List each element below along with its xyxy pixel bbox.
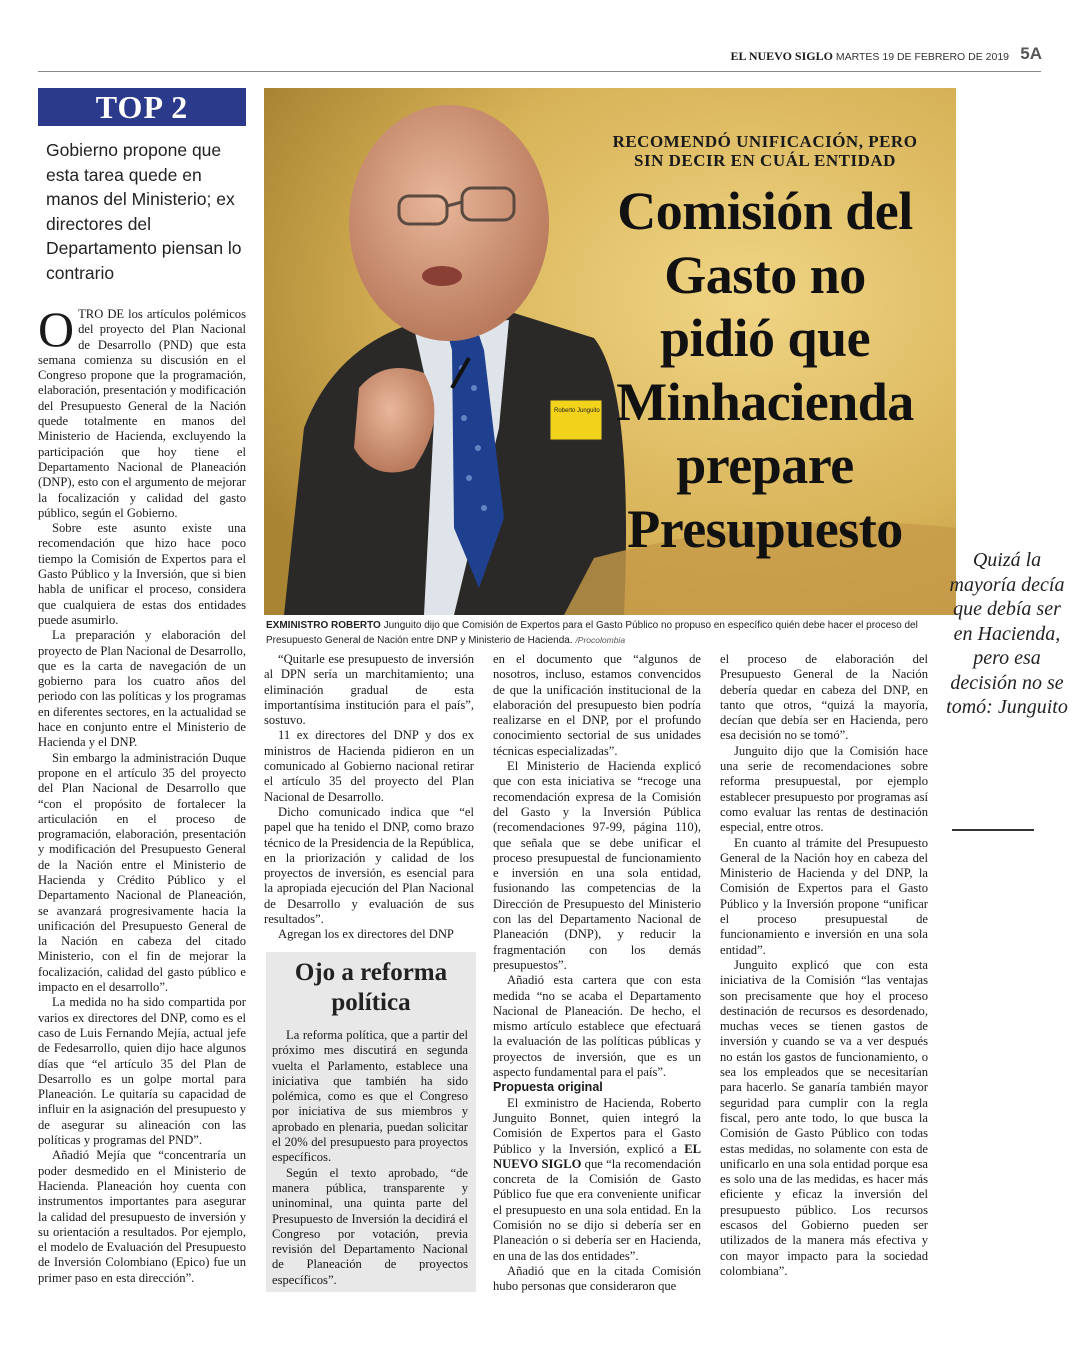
masthead [730, 49, 1009, 64]
column-1 [38, 301, 246, 1286]
paragraph: Añadió Mejía que “concentraría un poder desmedido en el Ministerio de Hacienda. Planeación hoy cuenta con instrumentos importantes para asegurar la calidad del presupuesto de inversión y su orientación a resultados. Por ejemplo, el modelo de Evaluación del Presupuesto de Inversión Colombiano (Epico) fue un primer paso en esta dirección”. [38, 1148, 246, 1285]
column-4 [720, 652, 928, 1279]
paragraph: Dicho comunicado indica que “el papel que ha tenido el DNP, como brazo técnico de la Presidencia de la República, en la priorización y calidad de los proyectos de inversión, es esencial para la apropiada ejecución del Plan Nacional de Desarrollo y evaluación de sus resultados”. [264, 804, 474, 927]
lead-paragraph: OTRO DE los artículos polémicos del proyecto del Plan Nacional de Desarrollo (PND) que esta semana comienza su discusión en el Congreso propone que la programación, elaboración, presentación y modificación del Presupuesto General de la Nación quede totalmente en manos del Ministerio de Hacienda, excluyendo la participación que hoy tiene el Departamento Nacional de Planeación (DNP), esto con el argumento de mejorar la focalización y calidad del gasto público, según el Gobierno. [38, 301, 246, 520]
photo-caption [266, 619, 942, 648]
sidebar-body [272, 1028, 468, 1288]
headline: Comisión del Gasto no pidió que Minhacienda prepare Presupuesto [616, 181, 914, 559]
paragraph: “Quitarle ese presupuesto de inversión al DPN sería un marchitamiento; una eliminación gradual de esta importantísima institución para el país”, sostuvo. [264, 652, 474, 728]
paragraph: 11 ex directores del DNP y dos ex ministros de Hacienda pidieron en un comunicado al Gobierno nacional retirar el artículo 35 del proyecto del Plan Nacional de Desarrollo. [264, 728, 474, 804]
photo-credit: /Procolombia [575, 635, 626, 645]
pull-quote-rule [952, 829, 1034, 831]
issue-date: MARTES 19 DE FEBRERO DE 2019 [835, 51, 1009, 63]
paragraph: en el documento que “algunos de nosotros, incluso, estamos convencidos de que la unificación institucional de la elaboración del presupuesto bien podría realizarse en el DNP, por el profundo conocimiento sectorial de sus unidades técnicas especializadas”. [493, 652, 701, 758]
paragraph: Sobre este asunto existe una recomendación que hizo hace poco tiempo la Comisión de Expertos para el Gasto Público y la Inversión, que si bien habla de unificar el proceso, considera que cualquiera de estas dos entidades puede asumirlo. [38, 521, 246, 627]
paragraph: el proceso de elaboración del Presupuesto General de la Nación debería quedar en cabeza del DNP, en tanto que otros, “quizá la mayoría, decían que debía ser en Hacienda, pero esa decisión no se tomó”. [720, 652, 928, 743]
paragraph: Añadió esta cartera que con esta medida “no se acaba el Departamento Nacional de Planeación. De hecho, el mismo artículo establece que efectuará la evaluación de las políticas públicas y proyectos de inversión, que es un aspecto fundamental para el país”. [493, 973, 701, 1080]
paragraph: En cuanto al trámite del Presupuesto General de la Nación hoy en cabeza del Ministerio de Hacienda y del DNP, la Comisión de Expertos para el Gasto Público y la Inversión propone “unificar el proceso presupuestal de funcionamiento e inversión en una sola entidad”. [720, 835, 928, 957]
paragraph: La medida no ha sido compartida por varios ex directores del DNP, como es el caso de Luis Fernando Mejía, actual jefe de Fedesarrollo, quien dijo hace algunos días que “el artículo 35 del Plan de Desarrollo es un golpe mortal para Planeación. Le quitaría su capacidad de influir en la asignación del presupuesto y de asegurar su alineación con las políticas y programas del PND”. [38, 995, 246, 1148]
section-badge: TOP 2 [38, 88, 246, 126]
paragraph: Añadió que en la citada Comisión hubo personas que consideraron que [493, 1263, 701, 1294]
paragraph: La reforma política, que a partir del próximo mes discutirá en segunda vuelta el Parlamento, establece una iniciativa que también ha sido polémica, como es que el Congreso por iniciativa de sus miembros y aprobado en plenaria, puedan solicitar el 20% del presupuesto para proyectos específicos. [272, 1028, 468, 1165]
paragraph: La preparación y elaboración del proyecto de Plan Nacional de Desarrollo, que es la carta de navegación de un gobierno para los cuatro años del periodo con las políticas y los programas en diferentes sectores, en la actualidad se hace en conjunto entre el Ministerio de Hacienda y el DNP. [38, 628, 246, 750]
header-rule [38, 71, 1041, 72]
paragraph: Junguito dijo que la Comisión hace una serie de recomendaciones sobre reforma presupuestal, por ejemplo establecer presupuesto por programas así como evaluar las rentas de destinación especial, entre otros. [720, 743, 928, 835]
badge-label: Roberto Junguito [554, 408, 600, 414]
sidebar-title: Ojo a reforma política [294, 959, 448, 1016]
paragraph: El Ministerio de Hacienda explicó que con esta iniciativa se “recoge una recomendación expresa de la Comisión del Gasto y la Inversión Pública (recomendaciones 97-99, página 110), que señala que se debe unificar el proceso presupuestal de funcionamiento e inversión en una sola entidad, fusionando las competencias de la Dirección de Presupuesto del Ministerio con las del Departamento Nacional de Planeación (DNP), y reducir la fragmentación con los demás presupuestos”. [493, 759, 701, 972]
summary-text: Gobierno propone que esta tarea quede en manos del Ministerio; ex directores del Departamento piensan lo contrario [46, 140, 242, 283]
kicker: RECOMENDÓ UNIFICACIÓN, PERO SIN DECIR EN CUÁL ENTIDAD [612, 132, 918, 170]
paragraph: Según el texto aprobado, “de manera pública, transparente y uninominal, una quinta parte del Presupuesto de Inversión la decidirá el Congreso por votación, previa revisión del Departamento Nacional de Planeación de proyectos específicos”. [272, 1165, 468, 1287]
subheading: Propuesta original [493, 1080, 603, 1095]
caption-lead: EXMINISTRO ROBERTO [266, 620, 381, 631]
paragraph: El exministro de Hacienda, Roberto Junguito Bonnet, quien integró la Comisión de Expertos para el Gasto Público y la Inversión, explicó a EL NUEVO SIGLO que “la recomendación concreta de la Comisión de Gasto Público fue que era conveniente unificar el presupuesto en una sola entidad. En la Comisión no se dijo si debería ser en Planeación o si debería ser en Hacienda, en una de las dos entidades”. [493, 1095, 701, 1263]
pull-quote: Quizá la mayoría decía que debía ser en Hacienda, pero esa decisión no se tomó: Junguito [946, 549, 1068, 718]
paragraph: Junguito explicó que con esta iniciativa de la Comisión “las ventajas son precisamente que hoy el proceso destinación de recursos es desordenado, muchas veces se tienen gastos de inversión y cuando se va a ver después no están los gastos de funcionamiento, o sea los empleados que se necesitarían para hacerlo. Se ganaría también mayor seguridad para cumplir con la regla fiscal, pero ante todo, lo que busca la Comisión de Gasto Público con todas estas medidas, no solamente con esta de unificarlo en una sola entidad porque esa es solo una de las medidas, es hacer más eficiente y eficaz la inversión del presupuesto público. Los recursos escasos del Gobierno pueden ser utilizados de la manera más efectiva y con mayor impacto para la sociedad colombiana”. [720, 957, 928, 1278]
column-3 [493, 652, 701, 1294]
caption-text: Junguito dijo que Comisión de Expertos para el Gasto Público no propuso en específico quién debe hacer el proceso del Presupuesto General de Nación entre DNP y Ministerio de Hacienda. [266, 620, 918, 646]
paper-name: EL NUEVO SIGLO [730, 49, 833, 63]
drop-cap: O [38, 301, 75, 357]
column-2 [264, 652, 474, 943]
paper-mention: EL NUEVO SIGLO [493, 1141, 701, 1171]
page-number: 5A [1020, 44, 1042, 63]
paragraph: Agregan los ex directores del DNP [278, 927, 454, 942]
paragraph: Sin embargo la administración Duque propone en el artículo 35 del proyecto del Plan Nacional de Desarrollo que “con el propósito de fortalecer la articulación en el proceso de programación, elaboración, presentación y modificación del Presupuesto General de la Nación entre el Ministerio de Hacienda y Crédito Público y el Departamento Nacional de Planeación, se avanzará progresivamente hacia la unificación del Presupuesto General de la Nación en cabeza del citado Ministerio, con el fin de mejorar la focalización, calidad del gasto público e impacto en el desarrollo”. [38, 750, 246, 995]
